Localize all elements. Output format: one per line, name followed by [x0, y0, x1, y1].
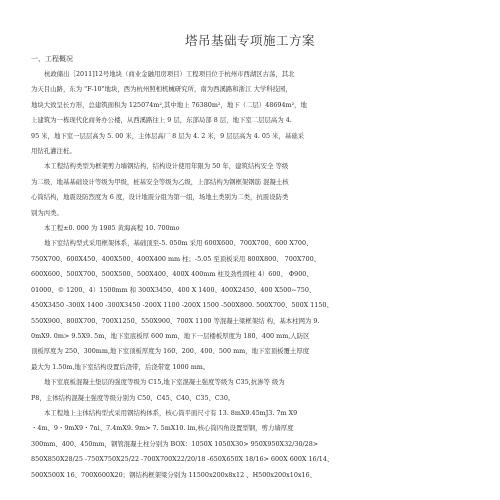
- text-line: 地下室结构型式采用框架体系，基础顶至-5. 050m 采用 600X600、700X700、600 X700、: [44, 239, 313, 248]
- text-line: 600X600、500X700、500X500、500X400、400X 400mm 柱及劲性圆柱 4）600、 Φ900、: [31, 270, 313, 279]
- text-line: 550X900、800X700、700X1250、550X900、700X 1100 等混凝土梁框架结 构，基本柱网为 9.: [31, 316, 320, 325]
- text-line: 上建筑为一栋现代化商务办公楼，从西溪路往上 9 层，东部局部 8 层，地下室二层层高为 4.: [31, 116, 292, 125]
- paragraph-concrete-grades: [31, 375, 476, 406]
- text-line: 450X3450 -300X 1400 -300X3450 -200X 1100 -200X 1500 -500X800. 500X700、500X 1150、: [31, 301, 333, 310]
- text-line: 为二级，地基基础设计等级为甲级，桩基安全等级为乙级，上部结构为钢框架钢筋 混凝土核: [31, 177, 289, 186]
- paragraph-elevation: [31, 221, 476, 236]
- text-line: 300mm、400、450mm，钢管混凝土柱分别为 BOX：1050X 1050X30> 950X950X32/30/28>: [31, 439, 319, 448]
- text-line: P8，主体结构混凝土强度等级分别为 C50、C45、C40、C35、C30。: [31, 393, 235, 402]
- text-line: 心筒结构，地震设防烈度为 6 度，设计地震分组为第一组，场地土类别为二类，抗震设防类: [31, 193, 289, 202]
- text-line: 别为丙类。: [31, 208, 63, 217]
- text-line: 顶板厚度为 250、300mm,地下室顶板厚度为 160、200、400、500 mm，地下室顶板覆土厚度: [31, 347, 310, 356]
- document-body: [31, 48, 476, 483]
- text-line: 95 米，地下室一层层高为 5. 00 米，主体层高厂 8 层为 4. 2 米，9 层层高为 4. 05 米，基础采: [31, 131, 305, 140]
- text-line: 500X500X 16、700X600X20；钢结构框架梁分别为 11500x200x8x12 、H500x200x10x16、: [31, 470, 317, 479]
- text-line: ・4m、9・9mX9・7ni、7.4mX9. 9m> 7. 5mX10. lm,核心筒四角设置型钢，剪力墙厚度: [31, 424, 294, 433]
- text-line: 本工程±0. 000 为 1985 黄海高程 10. 700mo: [44, 224, 180, 233]
- section-heading-overview: 一、工程概况: [31, 55, 73, 63]
- paragraph-steel-structure: [31, 406, 476, 483]
- text-line: 地块大致呈长方形，总建筑面积为 125074m²,其中地上 76380m²，地下（二层）48694m²，地: [31, 100, 307, 109]
- text-line: 杭政储出［2011]12号地块（商业金融用房项目）工程项目位于杭州市西湖区古荡，其北: [44, 70, 295, 78]
- text-line: 850X850X28/25 -750X750X25/22 -700X700X22/20/18 -650X650X 18/16> 600X 600X 16/14、: [31, 455, 334, 464]
- text-line: 0mX9. 0m> 9.5X9. 5m，地下室底板厚 600 mm，地下一层楼板厚度为 180、400 mm,人防区: [31, 331, 310, 340]
- text-line: 本工程地上主体结构型式采用钢结构体系，核心筒平面尺寸有 13. 8mX9.45mJ3. 7m X9: [44, 408, 298, 417]
- text-line: 用钻孔灌注桩。: [31, 147, 76, 156]
- text-line: 本工程结构类型为框架剪力墙钢结构，结构设计使用年限为 50 年，建筑结构安全 等级: [44, 162, 289, 171]
- paragraph-basement-structure: [31, 236, 476, 375]
- text-line: 750X700、600X450、400X500、400X400 mm 柱；-5.05 至顶板采用 800X800、 700X700、: [31, 254, 321, 263]
- document-title: 塔吊基础专项施工方案: [184, 33, 315, 48]
- text-line: 最大为 1.50m,地下室结构设置后浇带，后浇带宽 1000 mm。: [31, 362, 210, 371]
- paragraph-project-location: [31, 67, 476, 159]
- paragraph-structure-type: [31, 159, 476, 221]
- text-line: 01000、© 1200、4）1500mm 和 300X3450、400 X 1400、400X2450、400 X500~750、: [31, 285, 316, 294]
- text-line: 地下室底板混凝土垫层的强度等级为 C15,地下室混凝土强度等级为 C35,抗渗等 级为: [44, 378, 285, 387]
- text-line: 为天目山路，东为 "F-10"地块，西为杭州照相机械研究所，南为西溪路和浙江 大学科技园，: [31, 85, 292, 94]
